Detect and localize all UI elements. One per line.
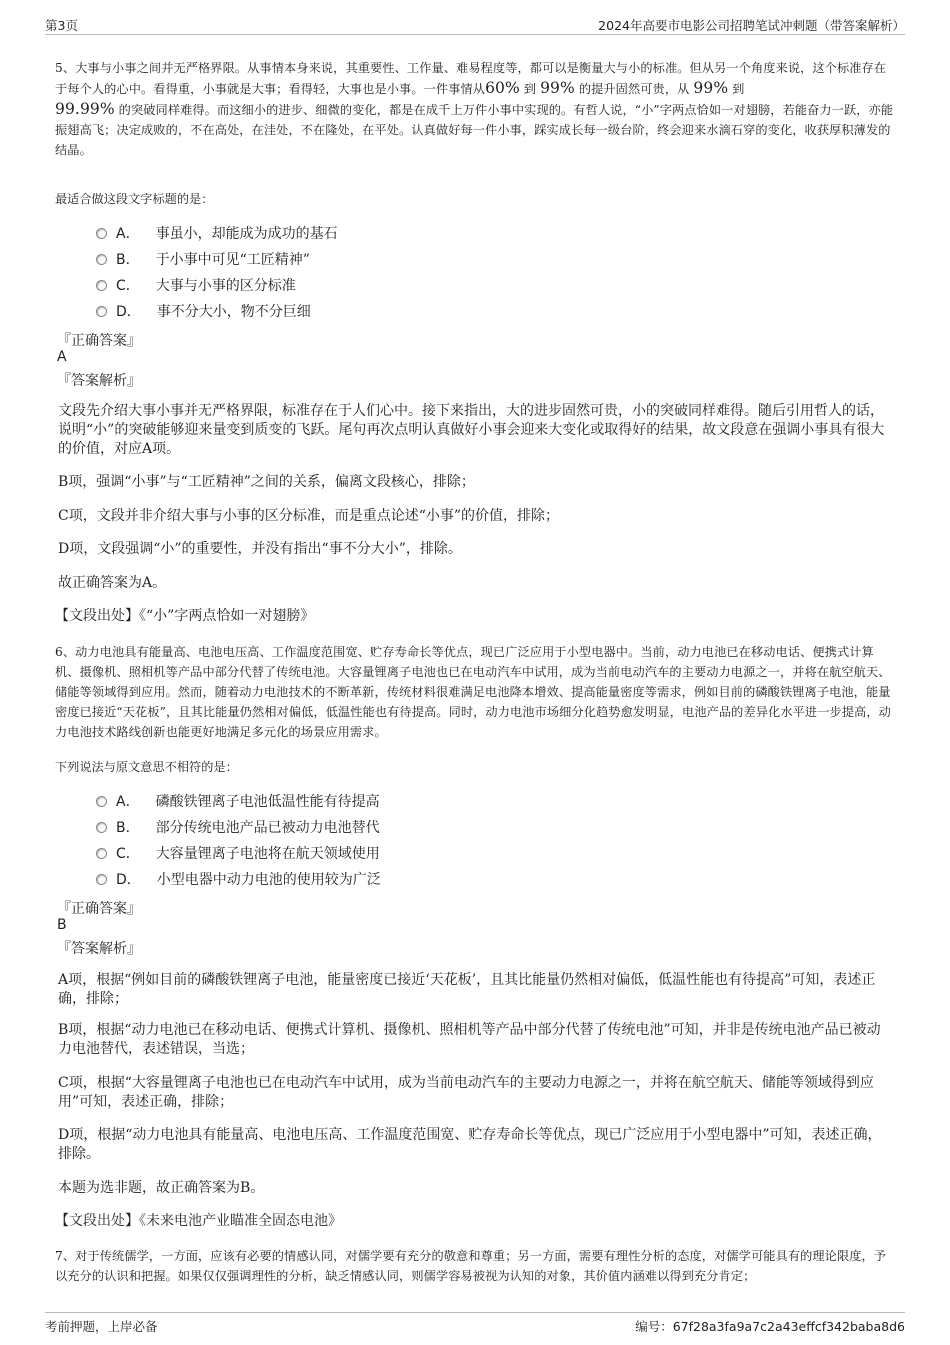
q5-answer: A: [57, 349, 67, 365]
question-5-passage: 5、大事与小事之间并无严格界限。从事情本身来说，其重要性、工作量、难易程度等，都可以是衡量大与小的标准。但从另一个角度来说，这个标准存在于每个人的心中。看得重，小事就是大事；看得轻，大事也是小事。一件事情从60% 到 99% 的提升固然可贵，从 99% 到 99.99% 的突破同样难得。而这细小的进步、细微的变化，都是在成千上万件小事中实现的。有哲人说，“小”字两点恰如一对翅膀，若能奋力一跃，亦能振翅高飞；决定成败的，不在高处，在洼处，不在隆处，在平处。认真做好每一件小事，踩实成长每一级台阶，终会迎来水滴石穿的变化，收获厚积薄发的结晶。: [55, 61, 894, 157]
q5-analysis-paragraph: 文段先介绍大事小事并无严格界限，标准存在于人们心中。接下来指出，大的进步固然可贵，小的突破同样难得。随后引用哲人的话，说明“小”的突破能够迎来量变到质变的飞跃。尾句再次点明认真做好小事会迎来大变化或取得好的结果，故文段意在强调小事具有很大的价值，对应A项。: [58, 403, 885, 457]
q5-analysis-paragraph: 故正确答案为A。: [58, 575, 167, 591]
page-footer: [45, 1312, 905, 1337]
question-6-prompt: 下列说法与原文意思不相符的是：: [55, 760, 238, 774]
radio-icon[interactable]: [96, 280, 107, 291]
q6-option-a[interactable]: A． 磷酸铁锂离子电池低温性能有待提高: [96, 790, 380, 812]
radio-icon[interactable]: [96, 254, 107, 265]
q6-analysis-paragraph: B项，根据“动力电池已在移动电话、便携式计算机、摄像机、照相机等产品中部分代替了传统电池”可知，并非是传统电池产品已被动力电池替代，表述错误，当选；: [58, 1022, 881, 1057]
q5-option-a[interactable]: A． 事虽小，却能成为成功的基石: [96, 222, 338, 244]
radio-icon[interactable]: [96, 874, 107, 885]
q6-answer: B: [57, 917, 67, 933]
q5-analysis-paragraph: B项，强调“小事”与“工匠精神”之间的关系，偏离文段核心，排除；: [58, 474, 475, 490]
question-5-prompt: 最适合做这段文字标题的是：: [55, 192, 214, 206]
radio-icon[interactable]: [96, 848, 107, 859]
question-7-passage: 7、对于传统儒学，一方面，应该有必要的情感认同，对儒学要有充分的敬意和尊重；另一方面，需要有理性分析的态度，对儒学可能具有的理论限度，予以充分的认识和把握。如果仅仅强调理性的分析，缺乏情感认同，则儒学容易被视为认知的对象，其价值内涵难以得到充分肯定；: [55, 1249, 887, 1283]
page-header: [45, 14, 905, 35]
q6-analysis-paragraph: A项，根据“例如目前的磷酸铁锂离子电池，能量密度已接近‘天花板’，且其比能量仍然相对偏低，低温性能也有待提高”可知，表述正确，排除；: [58, 972, 876, 1007]
radio-icon[interactable]: [96, 796, 107, 807]
radio-icon[interactable]: [96, 228, 107, 239]
radio-icon[interactable]: [96, 306, 107, 317]
q5-analysis-label: 『答案解析』: [57, 373, 141, 389]
q5-option-b[interactable]: B． 于小事中可见“工匠精神”: [96, 248, 310, 270]
q5-option-c[interactable]: C． 大事与小事的区分标准: [96, 274, 296, 296]
q6-source: 【文段出处】《未来电池产业瞄准全固态电池》: [55, 1213, 342, 1229]
q5-analysis-paragraph: C项，文段并非介绍大事与小事的区分标准，而是重点论述“小事”的价值，排除；: [58, 508, 560, 524]
question-6-passage: 6、动力电池具有能量高、电池电压高、工作温度范围宽、贮存寿命长等优点，现已广泛应用于小型电器中。当前，动力电池已在移动电话、便携式计算机、摄像机、照相机等产品中部分代替了传统电池。大容量锂离子电池也已在电动汽车中试用，成为当前电动汽车的主要动力电源之一，并将在航空航天、储能等领域得到应用。然而，随着动力电池技术的不断革新，传统材料很难满足电池降本增效、提高能量密度等需求，例如目前的磷酸铁锂离子电池，能量密度已接近“天花板”，且其比能量仍然相对偏低，低温性能也有待提高。同时，动力电池市场细分化趋势愈发明显，电池产品的差异化水平进一步提高，动力电池技术路线创新也能更好地满足多元化的场景应用需求。: [55, 645, 891, 739]
document-id: 编号：67f28a3fa9a7c2a43effcf342baba8d6: [635, 1319, 905, 1334]
q6-answer-label: 『正确答案』: [57, 901, 141, 917]
q6-analysis-label: 『答案解析』: [57, 941, 141, 957]
radio-icon[interactable]: [96, 822, 107, 833]
q5-answer-label: 『正确答案』: [57, 333, 141, 349]
q5-source: 【文段出处】《“小”字两点恰如一对翅膀》: [55, 608, 315, 624]
document-title: 2024年高要市电影公司招聘笔试冲刺题（带答案解析）: [598, 18, 905, 33]
q6-option-d[interactable]: D． 小型电器中动力电池的使用较为广泛: [96, 868, 381, 890]
q6-analysis-paragraph: 本题为选非题，故正确答案为B。: [58, 1180, 265, 1196]
q5-analysis-paragraph: D项，文段强调“小”的重要性，并没有指出“事不分大小”，排除。: [58, 541, 462, 557]
q6-analysis-paragraph: C项，根据“大容量锂离子电池也已在电动汽车中试用，成为当前电动汽车的主要动力电源之一，并将在航空航天、储能等领域得到应用”可知，表述正确，排除；: [58, 1075, 874, 1110]
q5-option-d[interactable]: D． 事不分大小，物不分巨细: [96, 300, 311, 322]
footer-slogan: 考前押题，上岸必备: [45, 1319, 158, 1334]
page-number: 第3页: [45, 18, 78, 33]
q6-analysis-paragraph: D项，根据“动力电池具有能量高、电池电压高、工作温度范围宽、贮存寿命长等优点，现已广泛应用于小型电器中”可知，表述正确，排除。: [58, 1127, 882, 1162]
q6-option-b[interactable]: B． 部分传统电池产品已被动力电池替代: [96, 816, 380, 838]
q6-option-c[interactable]: C． 大容量锂离子电池将在航天领域使用: [96, 842, 380, 864]
